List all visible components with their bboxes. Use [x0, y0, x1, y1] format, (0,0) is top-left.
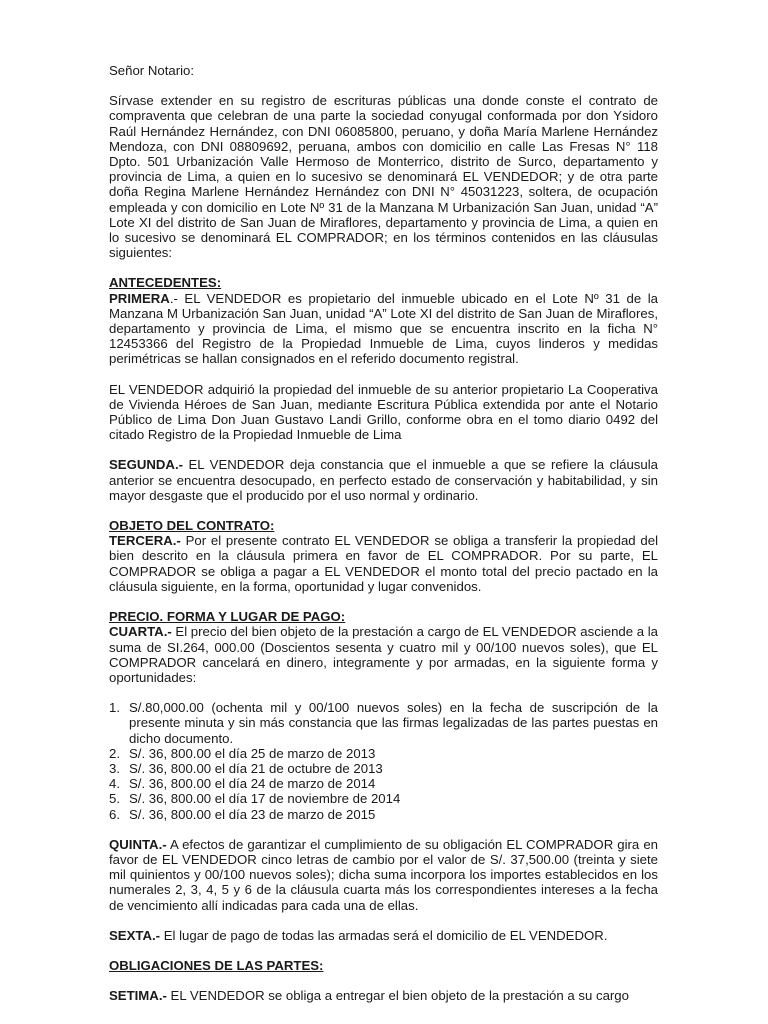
- clause-quinta-text: A efectos de garantizar el cumplimiento de su obligación EL COMPRADOR gira en favor de EL VENDEDOR cinco letras de cambio por el valor de S/. 37,500.00 (treinta y siete mil quinientos y 00/100 nuevos soles); dicha suma incorpora los importes establecidos en los numerales 2, 3, 4, 5 y 6 de la cláusula cuarta más los correspondientes intereses a la fecha de vencimiento allí indicadas para cada una de ellas.: [109, 836, 658, 913]
- clause-cuarta-label: CUARTA.-: [109, 624, 172, 640]
- heading-obligaciones: OBLIGACIONES DE LAS PARTES:: [109, 957, 324, 973]
- clause-cuarta-text: El precio del bien objeto de la prestación a cargo de EL VENDEDOR asciende a la suma de SI.264, 000.00 (Doscientos sesenta y cuatro mil y 00/100 nuevos soles), que EL COMPRADOR cancelará en dinero, integramente y por armadas, en la siguiente forma y oportunidades:: [109, 624, 659, 685]
- clause-quinta: [109, 837, 658, 913]
- clause-cuarta: [109, 624, 658, 685]
- intro-paragraph: Sírvase extender en su registro de escrituras públicas una donde conste el contrato de compraventa que celebran de una parte la sociedad conyugal conformada por don Ysidoro Raúl Hernández Hernández, con DNI 06085800, peruano, y doña María Marlene Hernández Mendoza, con DNI 08809692, peruana, ambos con domicilio en calle Las Fresas N° 118 Dpto. 501 Urbanización Valle Hermoso de Monterrico, distrito de Surco, departamento y provincia de Lima, a quien en lo sucesivo se denominará EL VENDEDOR; y de otra parte doña Regina Marlene Hernández Hernández con DNI N° 45031223, soltera, de ocupación empleada y con domicilio en Lote Nº 31 de la Manzana M Urbanización San Juan, unidad “A” Lote XI del distrito de San Juan de Miraflores, departamento y provincia de Lima, a quien en lo sucesivo se denominará EL COMPRADOR; en los términos contenidos en las cláusulas siguientes:: [109, 93, 658, 261]
- clause-setima: [109, 988, 658, 1003]
- clause-segunda-text: EL VENDEDOR deja constancia que el inmueble a que se refiere la cláusula anterior se encuentra desocupado, en perfecto estado de conservación y habitabilidad, y sin mayor desgaste que el producido por el uso normal y ordinario.: [109, 457, 658, 503]
- list-item: [109, 791, 658, 806]
- clause-tercera-label: TERCERA.-: [109, 533, 181, 549]
- list-item-number: 2.: [109, 745, 120, 761]
- list-item: [109, 761, 658, 776]
- clause-segunda: [109, 457, 658, 503]
- list-item: [109, 807, 658, 822]
- clause-setima-label: SETIMA.-: [109, 988, 167, 1004]
- heading-precio: PRECIO. FORMA Y LUGAR DE PAGO:: [109, 609, 346, 625]
- list-item-text: S/. 36, 800.00 el día 17 de noviembre de 2014: [129, 791, 401, 807]
- clause-tercera: [109, 533, 658, 594]
- list-item: [109, 700, 658, 746]
- salutation: Señor Notario:: [109, 63, 195, 78]
- list-item: [109, 776, 658, 791]
- clause-tercera-text: Por el presente contrato EL VENDEDOR se obliga a transferir la propiedad del bien descrito en la cláusula primera en favor de EL COMPRADOR. Por su parte, EL COMPRADOR se obliga a pagar a EL VENDEDOR el monto total del precio pactado en la cláusula siguiente, en la forma, oportunidad y lugar convenidos.: [109, 533, 658, 594]
- list-item-number: 5.: [109, 791, 120, 807]
- clause-sexta-label: SEXTA.-: [109, 927, 161, 943]
- list-item-number: 4.: [109, 776, 120, 792]
- list-item-text: S/. 36, 800.00 el día 25 de marzo de 2013: [129, 745, 376, 761]
- list-item-text: S/. 36, 800.00 el día 21 de octubre de 2013: [129, 760, 383, 776]
- list-item-text: S/. 36, 800.00 el día 23 de marzo de 2015: [129, 806, 376, 822]
- clause-setima-text: EL VENDEDOR se obliga a entregar el bien objeto de la prestación a su cargo: [166, 988, 629, 1004]
- clause-segunda-label: SEGUNDA.-: [109, 457, 183, 473]
- clause-sexta-text: El lugar de pago de todas las armadas será el domicilio de EL VENDEDOR.: [160, 927, 608, 943]
- list-item-number: 1.: [109, 700, 120, 716]
- clause-primera: [109, 291, 658, 367]
- clause-primera-label: PRIMERA: [109, 290, 170, 306]
- list-item-text: S/. 36, 800.00 el día 24 de marzo de 2014: [129, 776, 376, 792]
- clause-quinta-label: QUINTA.-: [109, 836, 167, 852]
- clause-primera-text: .- EL VENDEDOR es propietario del inmueble ubicado en el Lote Nº 31 de la Manzana M Urbanización San Juan, unidad “A” Lote XI del distrito de San Juan de Miraflores, departamento y provincia de Lima, el mismo que se encuentra inscrito en la ficha N° 12453366 del Registro de la Propiedad Inmueble de Lima, cuyos linderos y medidas perimétricas se hallan consignados en el referido documento registral.: [109, 290, 658, 367]
- payment-list: [109, 700, 658, 822]
- list-item-number: 6.: [109, 806, 120, 822]
- list-item-text: S/.80,000.00 (ochenta mil y 00/100 nuevos soles) en la fecha de suscripción de la presente minuta y sin más constancia que las firmas legalizadas de las partes puestas en dicho documento.: [129, 700, 658, 746]
- heading-objeto: OBJETO DEL CONTRATO:: [109, 518, 275, 534]
- list-item-number: 3.: [109, 760, 120, 776]
- clause-primera-continued: EL VENDEDOR adquirió la propiedad del inmueble de su anterior propietario La Cooperativa de Vivienda Héroes de San Juan, mediante Escritura Pública extendida por ante el Notario Público de Lima Don Juan Gustavo Landi Grillo, conforme obra en el tomo diario 0492 del citado Registro de la Propiedad Inmueble de Lima: [109, 381, 658, 443]
- clause-sexta: [109, 928, 658, 943]
- list-item: [109, 746, 658, 761]
- heading-antecedentes: ANTECEDENTES:: [109, 275, 222, 291]
